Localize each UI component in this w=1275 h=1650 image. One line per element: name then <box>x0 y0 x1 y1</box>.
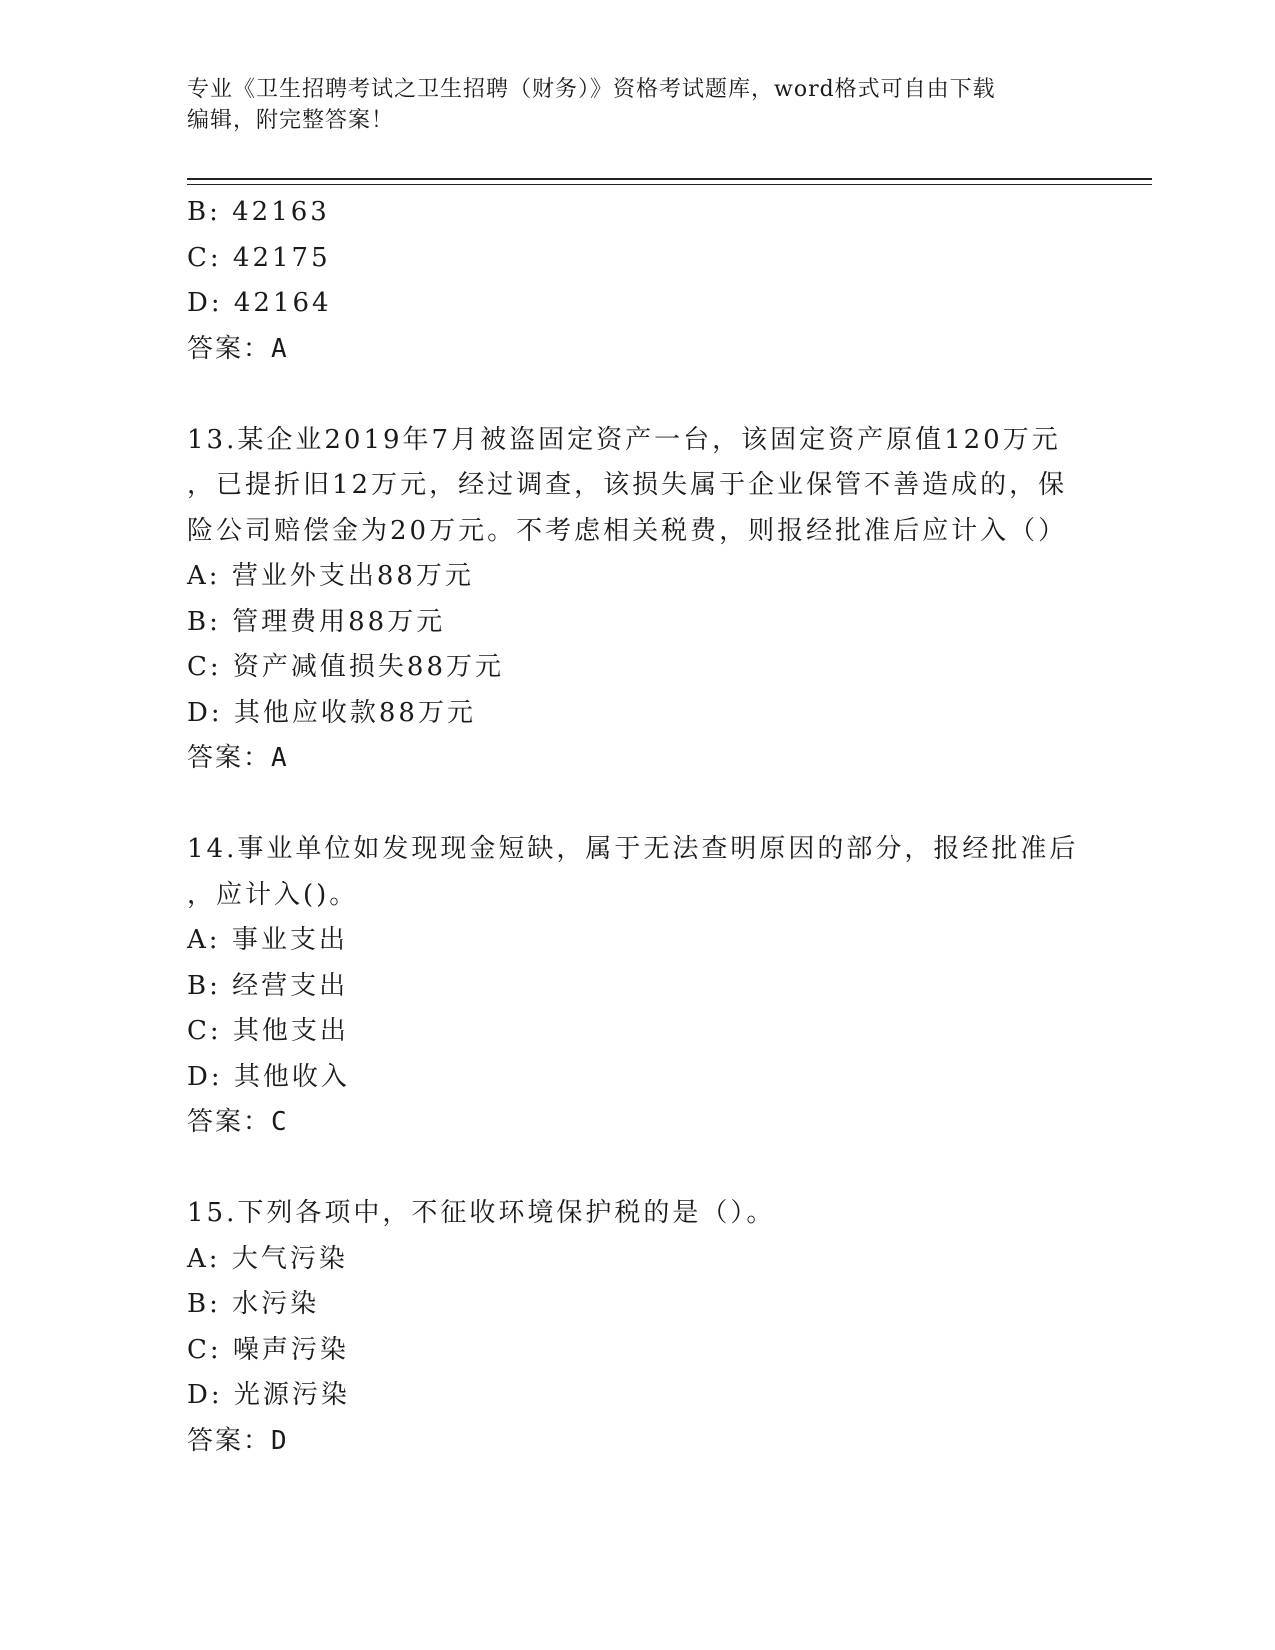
question-text: 事业单位如发现现金短缺，属于无法查明原因的部分，报经批准后 <box>237 834 1079 864</box>
question-15 <box>187 1191 1087 1464</box>
header-line-1: 专业《卫生招聘考试之卫生招聘（财务）》资格考试题库，word格式可自由下载 <box>187 77 996 102</box>
header-line-2: 编辑，附完整答案！ <box>187 108 395 133</box>
option-text: 营业外支出88万元 <box>231 561 474 591</box>
question-number: 13. <box>187 424 238 455</box>
option-item <box>187 190 1087 236</box>
option-label: B: <box>187 197 221 227</box>
option-item <box>187 964 1087 1010</box>
question-14 <box>187 827 1087 1146</box>
option-text: 42164 <box>233 288 332 318</box>
option-item <box>187 691 1087 737</box>
option-text: 其他收入 <box>233 1061 350 1092</box>
option-text: 光源污染 <box>233 1380 350 1410</box>
question-text-line <box>187 418 1087 464</box>
option-label: C: <box>187 1016 222 1046</box>
question-number: 14. <box>187 834 238 864</box>
question-text-line: ，已提折旧12万元，经过调查，该损失属于企业保管不善造成的，保 <box>187 470 1068 500</box>
answer-line <box>187 1419 1087 1465</box>
answer-line <box>187 327 1087 373</box>
option-label: A: <box>187 1243 221 1274</box>
option-item <box>187 600 1087 646</box>
question-text-line: ，应计入()。 <box>187 879 359 910</box>
option-text: 其他应收款88万元 <box>233 697 476 728</box>
answer-label: 答案： <box>187 333 272 364</box>
option-label: B: <box>187 970 221 1001</box>
spacer <box>187 1146 1087 1192</box>
option-text: 大气污染 <box>231 1243 348 1274</box>
option-text: 经营支出 <box>232 970 349 1001</box>
option-label: D: <box>187 1061 223 1092</box>
spacer <box>187 372 1087 418</box>
option-text: 事业支出 <box>231 925 348 955</box>
option-text: 资产减值损失88万元 <box>232 652 505 682</box>
option-text: 水污染 <box>232 1289 320 1319</box>
option-item <box>187 1055 1087 1101</box>
header-divider-thick <box>187 178 1152 180</box>
question-number: 15. <box>187 1198 238 1228</box>
spacer <box>187 782 1087 828</box>
question-text-line <box>187 1191 1087 1237</box>
header-divider-thin <box>187 184 1152 185</box>
option-label: D: <box>187 697 223 728</box>
option-text: 42175 <box>232 242 331 273</box>
answer-label: 答案： <box>187 1425 272 1456</box>
answer-label: 答案： <box>187 1107 272 1137</box>
question-text-line: 险公司赔偿金为20万元。不考虑相关税费，则报经批准后应计入（） <box>187 515 1068 546</box>
option-item <box>187 1237 1087 1283</box>
question-text: 下列各项中，不征收环境保护税的是（）。 <box>237 1198 776 1228</box>
option-label: B: <box>187 1289 221 1319</box>
option-label: A: <box>187 561 221 591</box>
option-label: D: <box>187 1380 223 1410</box>
option-text: 其他支出 <box>232 1016 349 1046</box>
option-label: C: <box>187 242 222 273</box>
question-12-continuation <box>187 190 1087 372</box>
option-text: 噪声污染 <box>232 1334 349 1365</box>
option-label: C: <box>187 652 222 682</box>
answer-label: 答案： <box>187 743 272 773</box>
option-text: 管理费用88万元 <box>232 606 446 637</box>
document-header <box>187 74 1067 136</box>
answer-value: A <box>271 743 289 773</box>
question-13 <box>187 418 1087 782</box>
option-item <box>187 554 1087 600</box>
answer-value: A <box>271 333 289 364</box>
question-text-line <box>187 827 1087 873</box>
option-item <box>187 1282 1087 1328</box>
option-item <box>187 645 1087 691</box>
option-item <box>187 1009 1087 1055</box>
question-text: 某企业2019年7月被盗固定资产一台，该固定资产原值120万元 <box>237 424 1061 455</box>
answer-line <box>187 736 1087 782</box>
option-item <box>187 1373 1087 1419</box>
answer-value: C <box>271 1107 289 1137</box>
option-text: 42163 <box>232 197 330 227</box>
option-label: C: <box>187 1334 222 1365</box>
answer-value: D <box>271 1425 289 1456</box>
option-item <box>187 236 1087 282</box>
option-label: B: <box>187 606 221 637</box>
option-item <box>187 281 1087 327</box>
option-label: A: <box>187 925 221 955</box>
option-label: D: <box>187 288 223 318</box>
option-item <box>187 918 1087 964</box>
option-item <box>187 1328 1087 1374</box>
question-list <box>187 190 1087 1464</box>
answer-line <box>187 1100 1087 1146</box>
